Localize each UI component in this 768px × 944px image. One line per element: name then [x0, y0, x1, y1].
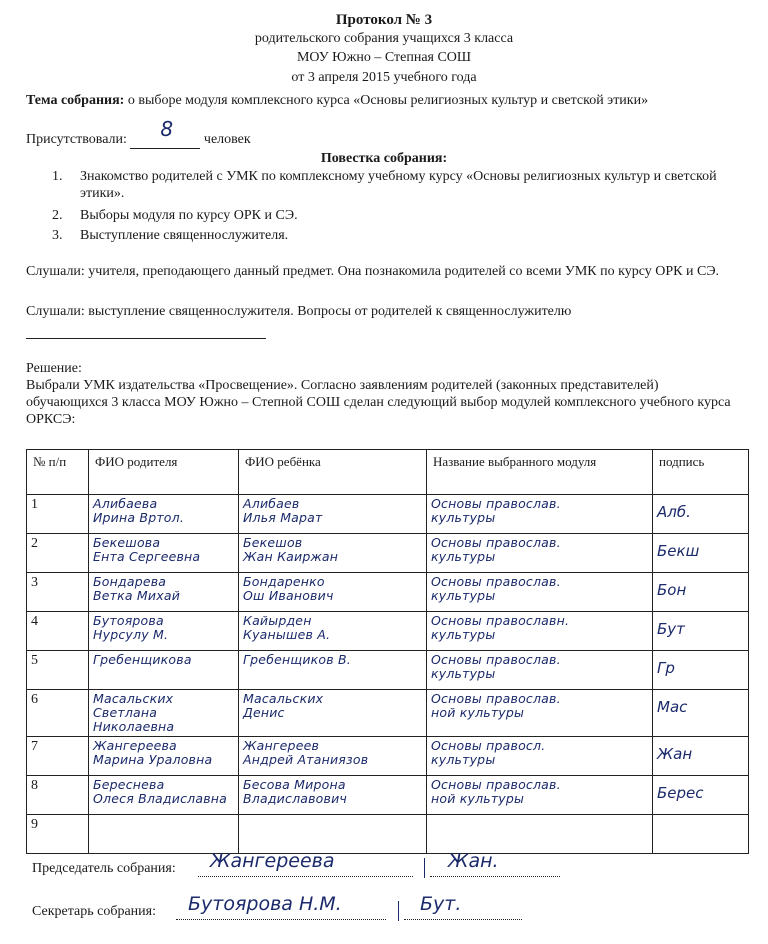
- cell-signature: [653, 690, 749, 737]
- cell-child: [239, 612, 427, 651]
- meeting-topic: [26, 92, 746, 109]
- cell-child: [239, 573, 427, 612]
- child-handwritten-line: Владиславович: [243, 791, 348, 806]
- cell-child: [239, 690, 427, 737]
- agenda-item-number: 2.: [52, 208, 63, 223]
- agenda-item: [52, 207, 298, 224]
- cell-parent: [89, 534, 239, 573]
- parent-handwritten-line: Масальских: [93, 691, 174, 706]
- cell-child: [239, 776, 427, 815]
- cell-parent: [89, 651, 239, 690]
- chair-separator: [424, 858, 425, 878]
- cell-signature: [653, 737, 749, 776]
- child-handwritten-line: Гребенщиков В.: [243, 652, 351, 667]
- table-row: [27, 737, 749, 776]
- divider-line: [26, 338, 266, 339]
- cell-signature: [653, 815, 749, 854]
- parent-signature: Алб.: [657, 503, 691, 521]
- parent-handwritten-line: Бондарева: [93, 574, 167, 589]
- child-handwritten-line: Масальских: [243, 691, 324, 706]
- agenda-item-number: 1.: [52, 169, 63, 184]
- row-number: 7: [27, 737, 89, 776]
- child-handwritten-line: Илья Марат: [243, 510, 323, 525]
- row-number: 2: [27, 534, 89, 573]
- cell-module: [427, 690, 653, 737]
- parent-handwritten-line: Береснева: [93, 777, 165, 792]
- parent-handwritten-line: Гребенщикова: [93, 652, 192, 667]
- chair-label: Председатель собрания:: [32, 861, 176, 876]
- parent-handwritten-line: Бутоярова: [93, 613, 164, 628]
- attendance-label: Присутствовали:: [26, 132, 131, 147]
- parent-handwritten-line: Марина Ураловна: [93, 752, 213, 767]
- child-handwritten-line: Андрей Атаниязов: [243, 752, 369, 767]
- document-subtitle-date: от 3 апреля 2015 учебного года: [291, 70, 477, 85]
- cell-signature: [653, 612, 749, 651]
- row-number: 1: [27, 495, 89, 534]
- module-handwritten-line: Основы православ.: [431, 574, 561, 589]
- module-handwritten-line: культуры: [431, 549, 496, 564]
- table-row: [27, 573, 749, 612]
- parent-signature: Гр: [657, 659, 675, 677]
- child-handwritten-line: Денис: [243, 705, 285, 720]
- module-handwritten-line: Основы православ.: [431, 496, 561, 511]
- chair-sign-line: [430, 876, 560, 877]
- parent-signature: Бон: [657, 581, 687, 599]
- parent-signature: Жан: [657, 745, 693, 763]
- header-parent: ФИО родителя: [89, 450, 239, 495]
- header-number: № п/п: [27, 450, 89, 495]
- cell-child: [239, 534, 427, 573]
- module-handwritten-line: культуры: [431, 588, 496, 603]
- module-handwritten-line: культуры: [431, 666, 496, 681]
- module-handwritten-line: культуры: [431, 627, 496, 642]
- cell-child: [239, 495, 427, 534]
- table-row: [27, 651, 749, 690]
- child-handwritten-line: Алибаев: [243, 496, 300, 511]
- child-handwritten-line: Ош Иванович: [243, 588, 334, 603]
- parent-handwritten-line: Бекешова: [93, 535, 161, 550]
- parent-signature: Мас: [657, 698, 688, 716]
- cell-module: [427, 534, 653, 573]
- parent-handwritten-line: Светлана: [93, 705, 158, 720]
- module-handwritten-line: Основы православ.: [431, 691, 561, 706]
- module-handwritten-line: ной культуры: [431, 705, 525, 720]
- secretary-name-handwritten: Бутоярова Н.М.: [188, 893, 342, 915]
- row-number: 9: [27, 815, 89, 854]
- table-row: [27, 534, 749, 573]
- cell-signature: [653, 776, 749, 815]
- module-handwritten-line: культуры: [431, 510, 496, 525]
- agenda-item: [52, 227, 289, 244]
- heard-paragraph-priest: Слушали: выступление священнослужителя. Вопросы от родителей к священнослужителю: [26, 304, 572, 319]
- parent-handwritten-line: Николаевна: [93, 719, 175, 734]
- secretary-sign-line: [404, 919, 522, 920]
- decision-heading: Решение:: [26, 361, 82, 376]
- secretary-signature: Бут.: [420, 893, 462, 915]
- cell-module: [427, 573, 653, 612]
- agenda-item: [52, 168, 720, 202]
- cell-module: [427, 495, 653, 534]
- child-handwritten-line: Бесова Мирона: [243, 777, 346, 792]
- header-child: ФИО ребёнка: [239, 450, 427, 495]
- cell-signature: [653, 534, 749, 573]
- cell-parent: [89, 815, 239, 854]
- child-handwritten-line: Жан Каиржан: [243, 549, 339, 564]
- row-number: 8: [27, 776, 89, 815]
- heard-paragraph-teacher: Слушали: учителя, преподающего данный предмет. Она познакомила родителей со всеми УМК по курсу ОРК и СЭ.: [26, 264, 720, 279]
- table-row: [27, 690, 749, 737]
- cell-signature: [653, 573, 749, 612]
- table-header-row: [27, 450, 749, 495]
- topic-text: о выборе модуля комплексного курса «Основы религиозных культур и светской этики»: [124, 93, 649, 108]
- child-handwritten-line: Жангереев: [243, 738, 320, 753]
- table-row: [27, 776, 749, 815]
- header-module: Название выбранного модуля: [427, 450, 653, 495]
- parent-handwritten-line: Ента Сергеевна: [93, 549, 201, 564]
- module-choice-table: [26, 449, 749, 854]
- parent-signature: Берес: [657, 784, 704, 802]
- attendance-count: 8: [160, 117, 174, 141]
- row-number: 4: [27, 612, 89, 651]
- module-handwritten-line: Основы православ.: [431, 535, 561, 550]
- chair-signature: Жан.: [448, 850, 499, 872]
- topic-label: Тема собрания:: [26, 93, 125, 108]
- child-handwritten-line: Бекешов: [243, 535, 303, 550]
- cell-parent: [89, 573, 239, 612]
- secretary-name-line: [176, 919, 386, 920]
- module-handwritten-line: Основы правосл.: [431, 738, 546, 753]
- cell-module: [427, 737, 653, 776]
- row-number: 6: [27, 690, 89, 737]
- cell-parent: [89, 776, 239, 815]
- table-row: [27, 612, 749, 651]
- agenda-item-number: 3.: [52, 228, 63, 243]
- secretary-label: Секретарь собрания:: [32, 904, 156, 919]
- module-handwritten-line: ной культуры: [431, 791, 525, 806]
- child-handwritten-line: Куанышев А.: [243, 627, 331, 642]
- row-number: 3: [27, 573, 89, 612]
- attendance: [26, 117, 251, 149]
- cell-module: [427, 776, 653, 815]
- parent-handwritten-line: Нурсулу М.: [93, 627, 169, 642]
- table-row: [27, 495, 749, 534]
- cell-parent: [89, 737, 239, 776]
- module-handwritten-line: Основы православ.: [431, 777, 561, 792]
- document-subtitle-school: МОУ Южно – Степная СОШ: [296, 50, 472, 65]
- cell-child: [239, 815, 427, 854]
- module-handwritten-line: культуры: [431, 752, 496, 767]
- parent-handwritten-line: Ветка Михай: [93, 588, 181, 603]
- attendance-suffix: человек: [200, 132, 251, 147]
- chair-name-handwritten: Жангереева: [210, 850, 335, 872]
- agenda-item-text: Знакомство родителей с УМК по комплексному учебному курсу «Основы религиозных культур и светской этики».: [80, 169, 717, 201]
- cell-module: [427, 651, 653, 690]
- chair-name-line: [198, 876, 413, 877]
- cell-module: [427, 815, 653, 854]
- module-handwritten-line: Основы православн.: [431, 613, 570, 628]
- document-subtitle-meeting: родительского собрания учащихся 3 класса: [254, 31, 514, 46]
- parent-handwritten-line: Жангереева: [93, 738, 177, 753]
- row-number: 5: [27, 651, 89, 690]
- cell-module: [427, 612, 653, 651]
- cell-child: [239, 651, 427, 690]
- agenda-heading: Повестка собрания:: [320, 151, 448, 166]
- module-handwritten-line: Основы православ.: [431, 652, 561, 667]
- cell-signature: [653, 651, 749, 690]
- document-title: Протокол № 3: [335, 12, 433, 28]
- decision-text: Выбрали УМК издательства «Просвещение». Согласно заявлениям родителей (законных представителей) обучающихся 3 класса МОУ Южно – Степной СОШ сделан следующий выбор модулей комплексного учебного курса ОРКСЭ:: [26, 378, 731, 427]
- cell-signature: [653, 495, 749, 534]
- cell-parent: [89, 495, 239, 534]
- attendance-blank: [130, 117, 200, 149]
- header-signature: подпись: [653, 450, 749, 495]
- agenda-item-text: Выступление священнослужителя.: [80, 228, 289, 243]
- child-handwritten-line: Кайырден: [243, 613, 312, 628]
- secretary-separator: [398, 901, 399, 921]
- child-handwritten-line: Бондаренко: [243, 574, 325, 589]
- parent-signature: Бекш: [657, 542, 700, 560]
- cell-child: [239, 737, 427, 776]
- cell-parent: [89, 690, 239, 737]
- parent-handwritten-line: Ирина Вртол.: [93, 510, 185, 525]
- table-row: [27, 815, 749, 854]
- parent-signature: Бут: [657, 620, 685, 638]
- agenda-item-text: Выборы модуля по курсу ОРК и СЭ.: [80, 208, 298, 223]
- cell-parent: [89, 612, 239, 651]
- parent-handwritten-line: Олеся Владиславна: [93, 791, 227, 806]
- parent-handwritten-line: Алибаева: [93, 496, 158, 511]
